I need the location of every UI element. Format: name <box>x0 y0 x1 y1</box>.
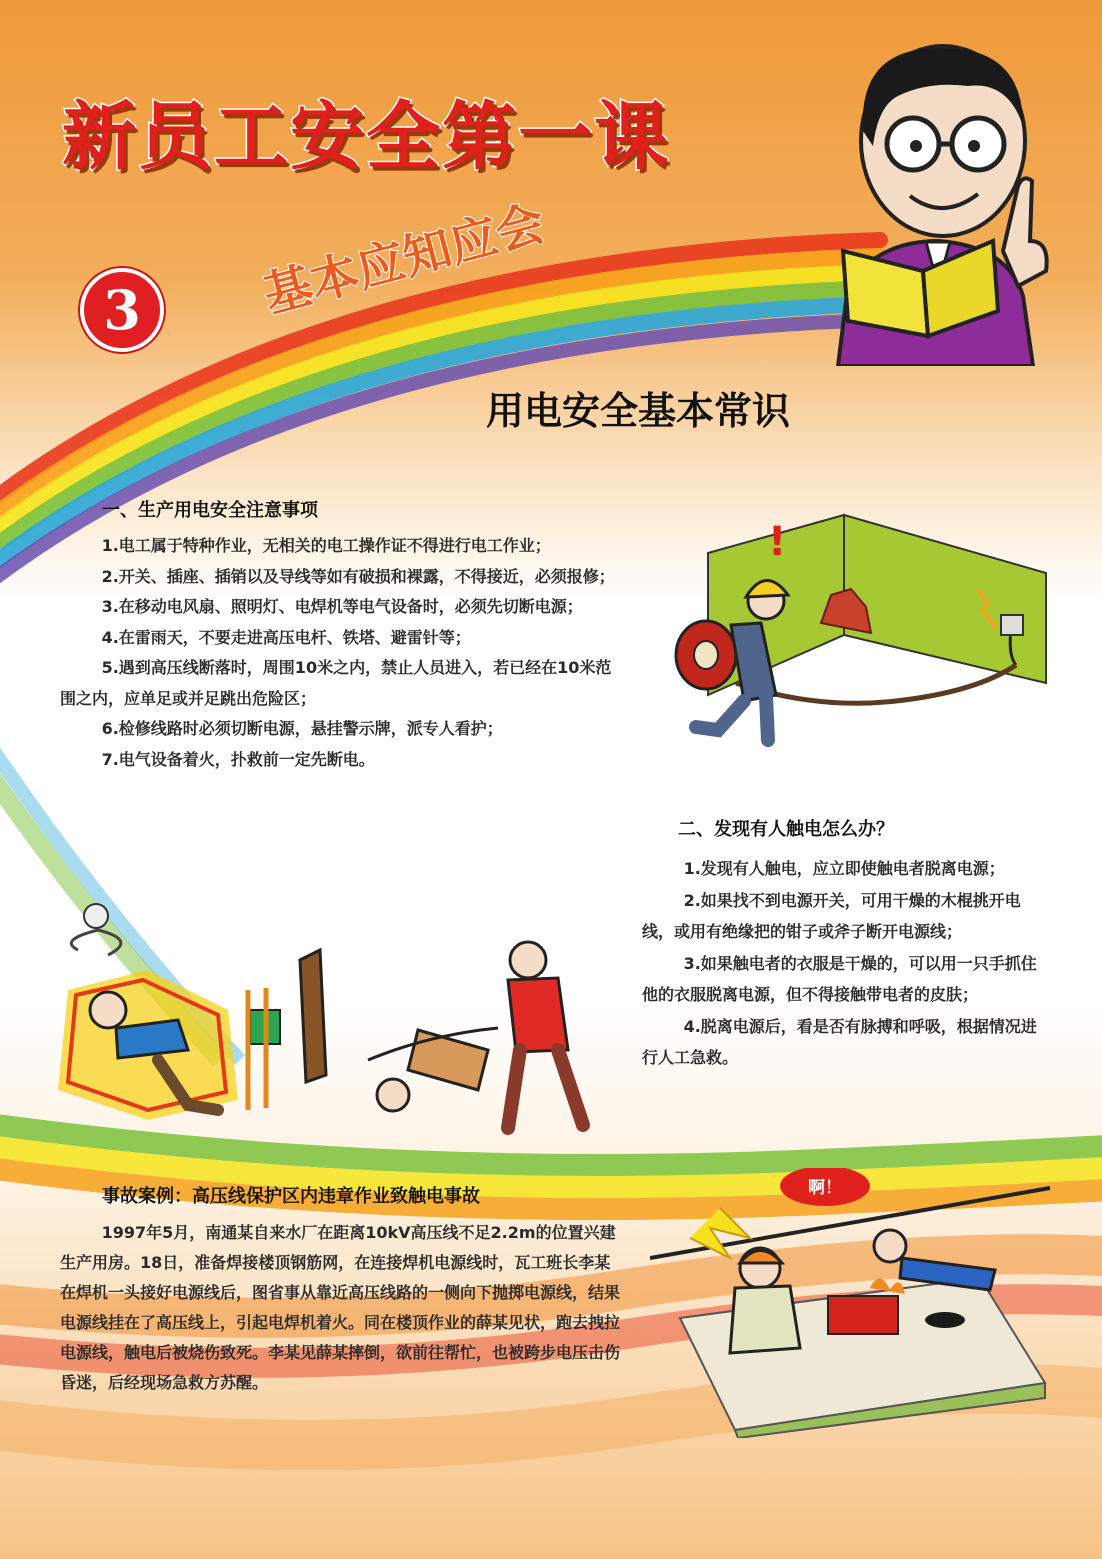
lesson-number-badge: 3 <box>80 268 164 352</box>
section1-item: 2.开关、插座、插销以及导线等如有破损和裸露，不得接近，必须报修； <box>101 566 615 586</box>
section1-item: 6.检修线路时必须切断电源，悬挂警示牌，派专人看护； <box>101 719 503 738</box>
section1-item: 3.在移动电风扇、照明灯、电焊机等电气设备时，必须先切断电源； <box>101 597 583 616</box>
main-title: 新员工安全第一课 <box>62 94 670 180</box>
section1-item: 5.遇到高压线断落时，周围10米之内，禁止人员进入，若已经在10米范围之内，应单足或并足跳出危险区； <box>60 658 612 708</box>
svg-text:!: ! <box>768 519 787 565</box>
section2-item: 3.如果触电者的衣服是干燥的，可以用一只手抓住他的衣服脱离电源，但不得接触带电者的皮肤； <box>642 953 1037 1004</box>
topic-title: 用电安全基本常识 <box>486 388 791 433</box>
teacher-cartoon <box>818 36 1054 366</box>
subtitle: 基本应知应会 <box>257 195 551 324</box>
section1-heading: 一、生产用电安全注意事项 <box>102 500 318 521</box>
worker-cable-illustration <box>636 505 1056 765</box>
section2-item: 1.发现有人触电，应立即使触电者脱离电源； <box>683 859 1005 878</box>
electric-shock-response <box>642 815 1050 1074</box>
section1-item: 7.电气设备着火，扑救前一定先断电。 <box>101 749 375 769</box>
case-body: 1997年5月，南通某自来水厂在距离10kV高压线不足2.2m的位置兴建生产用房。18日，准备焊接楼顶钢筋网，在连接焊机电源线时，瓦工班长李某在焊机一头接好电源线后，图省事从靠近高压线路的一侧向下抛掷电源线，结果电源线挂在了高压线上，引起电焊机着火。同在楼顶作业的薛某见状，跑去拽拉电源线，触电后被烧伤致死。李某见薛某摔倒，欲前往帮忙，也被跨步电压击伤昏迷，后经现场急救方苏醒。 <box>60 1223 621 1392</box>
section2-item: 4.脱离电源后，看是否有脉搏和呼吸，根据情况进行人工急救。 <box>642 1016 1037 1067</box>
electrical-safety-precautions <box>60 496 620 775</box>
accident-case-study <box>60 1182 620 1398</box>
section1-item: 1.电工属于特种作业，无相关的电工操作证不得进行电工作业； <box>101 536 551 555</box>
section2-item: 2.如果找不到电源开关，可用干燥的木棍挑开电线，或用有绝缘把的钳子或斧子断开电源线； <box>642 890 1021 941</box>
case-heading: 事故案例：高压线保护区内违章作业致触电事故 <box>102 1186 480 1207</box>
section2-heading: 二、发现有人触电怎么办？ <box>678 819 894 840</box>
section1-item: 4.在雷雨天，不要走进高压电杆、铁塔、避雷针等； <box>101 627 471 647</box>
accident-speech-bubble: 啊！ <box>808 1178 842 1198</box>
rooftop-accident-illustration <box>650 1168 1070 1438</box>
shock-rescue-illustration <box>38 900 618 1160</box>
